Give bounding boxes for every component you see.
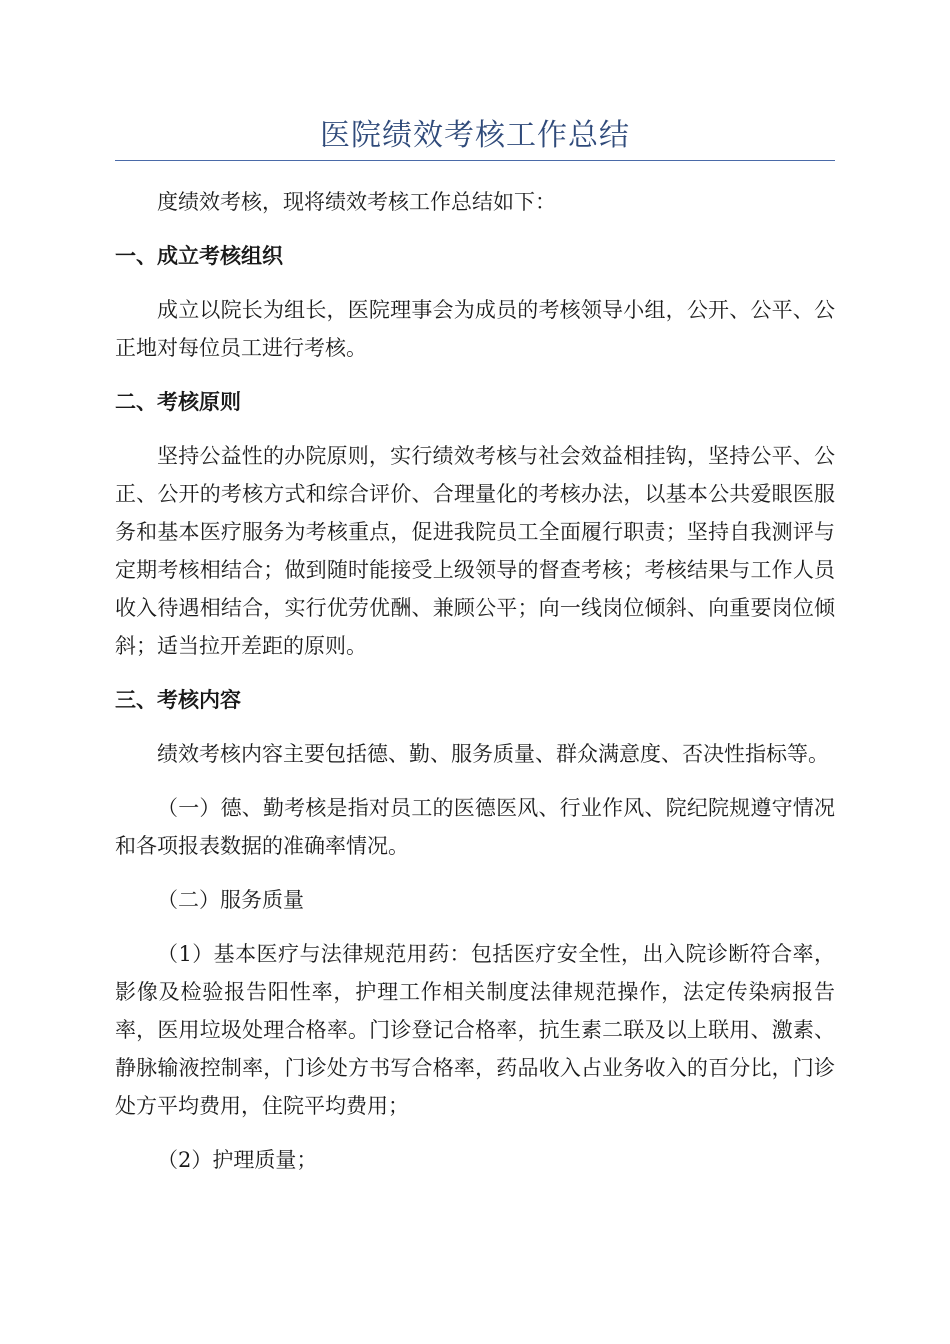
section-paragraph: 成立以院长为组长，医院理事会为成员的考核领导小组，公开、公平、公正地对每位员工进行考核。	[115, 298, 835, 360]
section-paragraph: （二）服务质量	[157, 888, 304, 912]
section-paragraph: 坚持公益性的办院原则，实行绩效考核与社会效益相挂钩，坚持公平、公正、公开的考核方式和综合评价、合理量化的考核办法，以基本公共爱眼医服务和基本医疗服务为考核重点，促进我院员工全面履行职责；坚持自我测评与定期考核相结合；做到随时能接受上级领导的督查考核；考核结果与工作人员收入待遇相结合，实行优劳优酬、兼顾公平；向一线岗位倾斜、向重要岗位倾斜；适当拉开差距的原则。	[115, 444, 835, 658]
section-heading-organization: 一、成立考核组织	[115, 244, 283, 268]
section-heading-principles: 二、考核原则	[115, 390, 241, 414]
section-paragraph: （1）基本医疗与法律规范用药：包括医疗安全性，出入院诊断符合率，影像及检验报告阳性率，护理工作相关制度法律规范操作，法定传染病报告率，医用垃圾处理合格率。门诊登记合格率，抗生素二联及以上联用、激素、静脉输液控制率，门诊处方书写合格率，药品收入占业务收入的百分比，门诊处方平均费用，住院平均费用；	[115, 942, 835, 1118]
document-title: 医院绩效考核工作总结	[115, 110, 835, 161]
section-paragraph: 绩效考核内容主要包括德、勤、服务质量、群众满意度、否决性指标等。	[157, 742, 829, 766]
section-heading-content: 三、考核内容	[115, 688, 241, 712]
section-paragraph: （一）德、勤考核是指对员工的医德医风、行业作风、院纪院规遵守情况和各项报表数据的准确率情况。	[115, 796, 835, 858]
intro-paragraph: 度绩效考核，现将绩效考核工作总结如下：	[157, 190, 556, 214]
section-paragraph: （2）护理质量；	[157, 1148, 318, 1172]
